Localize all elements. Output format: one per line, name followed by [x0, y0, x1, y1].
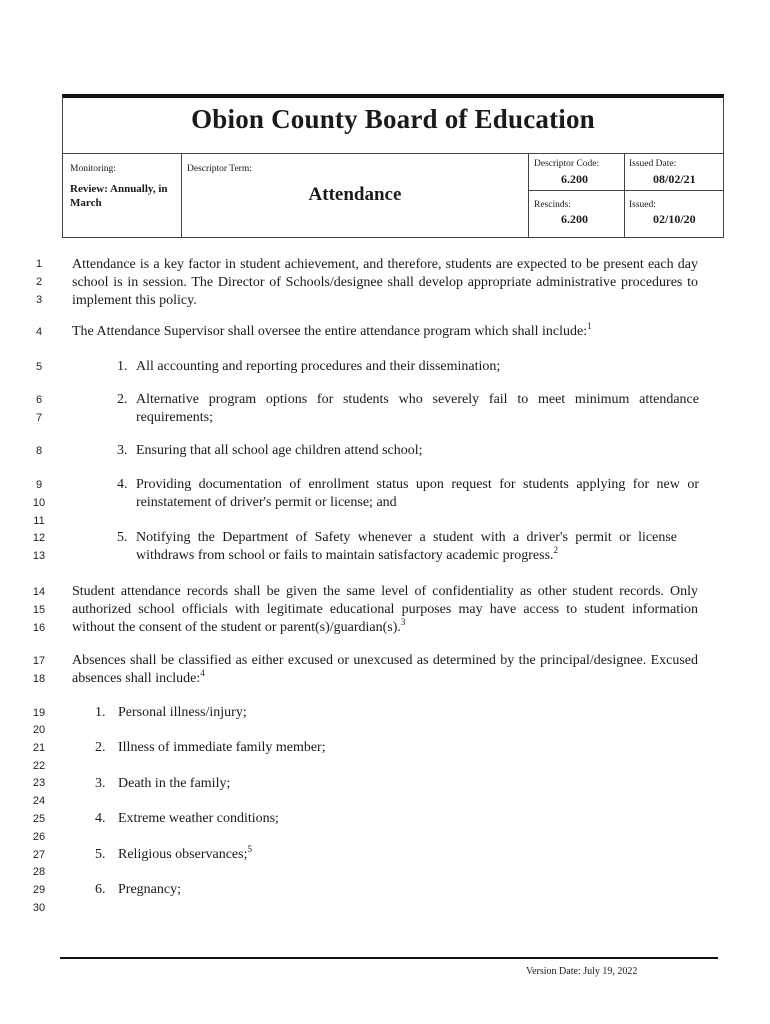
line-number: 20	[32, 724, 46, 736]
line-number: 16	[32, 622, 46, 634]
footnote-ref: 3	[400, 617, 406, 627]
list-item: 5. Religious observances;$^5$	[95, 844, 252, 862]
descriptor-term-value: Attendance	[308, 184, 402, 205]
footnote-ref: 2	[553, 545, 559, 555]
header-column-divider	[624, 153, 625, 237]
line-number: 17	[32, 655, 46, 667]
line-number: 25	[32, 813, 46, 825]
line-number: 3	[35, 294, 43, 306]
line-number: 23	[32, 777, 46, 789]
header-row-divider	[528, 190, 723, 191]
line-number: 2	[35, 276, 43, 288]
intro-paragraph: Attendance is a key factor in student achievement, and therefore, students are expected to be present each day school is in session. The Director of Schools/designee shall develop appropriate administrative procedures to implement this policy.	[72, 257, 698, 308]
line-number: 13	[32, 550, 46, 562]
line-number: 6	[35, 394, 43, 406]
line-number: 22	[32, 760, 46, 772]
line-number: 24	[32, 795, 46, 807]
list-item: 4. Extreme weather conditions;	[95, 811, 279, 826]
footnote-ref: 1	[587, 321, 592, 331]
list-item: 5. Notifying the Department of Safety whenever a student with a driver's permit or license withdraws from school or fails to maintain satisfactory academic progress.$^2$	[117, 530, 677, 563]
issued-date-label: Issued Date:	[629, 159, 677, 169]
footnote-ref: 5	[247, 844, 252, 854]
board-title: Obion County Board of Education	[191, 104, 595, 134]
line-number: 10	[32, 497, 46, 509]
issued-date-value: 08/02/21	[653, 172, 696, 186]
monitoring-value: Review: Annually, in March	[70, 183, 168, 209]
footer-divider	[60, 957, 718, 959]
list-item: 1. All accounting and reporting procedures and their dissemination;	[117, 359, 501, 374]
line-number: 1	[35, 258, 43, 270]
list-item: 3. Death in the family;	[95, 776, 231, 791]
line-number: 8	[35, 445, 43, 457]
line-number: 5	[35, 361, 43, 373]
absences-paragraph: Absences shall be classified as either excused or unexcused as determined by the principal/designee. Excused absences shall include:$^4$	[72, 653, 698, 686]
header-column-divider	[181, 153, 182, 237]
line-number: 26	[32, 831, 46, 843]
line-number: 21	[32, 742, 46, 754]
supervisor-paragraph: The Attendance Supervisor shall oversee the entire attendance program which shall include:$^1$	[72, 321, 592, 339]
list-item: 2. Illness of immediate family member;	[95, 740, 326, 755]
footnote-ref: 4	[200, 668, 205, 678]
descriptor-code-label: Descriptor Code:	[534, 159, 600, 169]
rescinds-value: 6.200	[561, 212, 588, 226]
descriptor-code-value: 6.200	[561, 172, 588, 186]
list-item: 1. Personal illness/injury;	[95, 705, 247, 720]
line-number: 12	[32, 532, 46, 544]
header-column-divider	[528, 153, 529, 237]
line-number: 4	[35, 326, 43, 338]
line-number: 30	[32, 902, 46, 914]
line-number: 29	[32, 884, 46, 896]
list-item: 2. Alternative program options for students who severely fail to meet minimum attendance requirements;	[117, 392, 699, 425]
line-number: 7	[35, 412, 43, 424]
line-number: 11	[33, 515, 45, 527]
line-number: 18	[32, 673, 46, 685]
confidentiality-paragraph: Student attendance records shall be given the same level of confidentiality as other student records. Only authorized school officials with legitimate educational purposes may have access to student information without the consent of the student or parent(s)/guardian(s).$^3$	[72, 584, 698, 635]
list-item: 3. Ensuring that all school age children attend school;	[117, 443, 423, 458]
line-number: 28	[32, 866, 46, 878]
policy-header-box	[62, 94, 724, 238]
rescinds-label: Rescinds:	[534, 200, 571, 210]
issued-label: Issued:	[629, 200, 656, 210]
list-item: 6. Pregnancy;	[95, 882, 181, 897]
line-number: 19	[32, 707, 46, 719]
line-number: 9	[35, 479, 43, 491]
line-number: 15	[32, 604, 46, 616]
descriptor-term-label: Descriptor Term:	[187, 164, 252, 174]
monitoring-label: Monitoring:	[70, 164, 116, 174]
list-item: 4. Providing documentation of enrollment status upon request for students applying for new or reinstatement of driver's permit or license; and	[117, 477, 699, 510]
version-date: Version Date: July 19, 2022	[526, 966, 638, 977]
line-number: 27	[32, 849, 46, 861]
issued-value: 02/10/20	[653, 212, 696, 226]
line-number: 14	[32, 586, 46, 598]
